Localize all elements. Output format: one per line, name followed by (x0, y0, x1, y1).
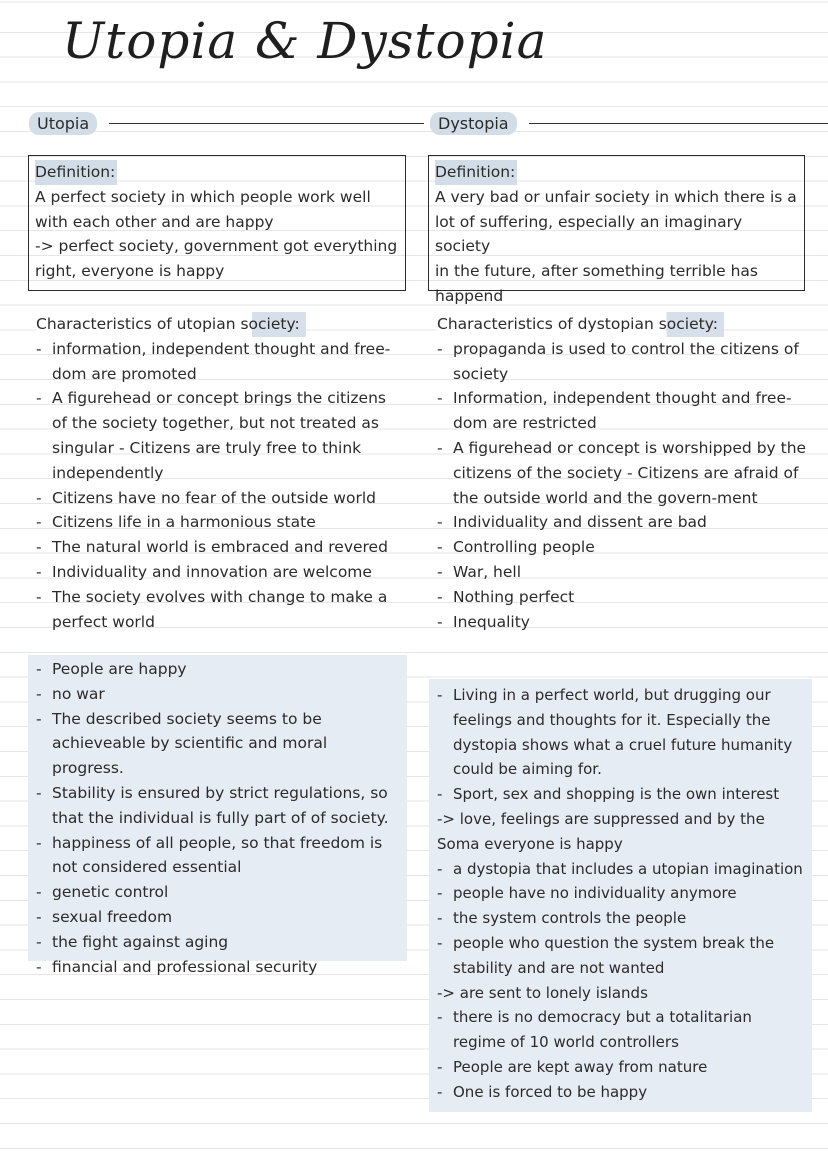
dystopia-definition-line: A very bad or unfair society in which there is a (435, 187, 797, 206)
utopia-characteristic-item: - The society evolves with change to make a perfect world (36, 585, 398, 635)
dystopia-characteristic-item: - Individuality and dissent are bad (437, 510, 809, 535)
utopia-characteristic-item: - Citizens have no fear of the outside world (36, 486, 398, 511)
utopia-characteristic-item: - A figurehead or concept brings the citizens of the society together, but not treated as singular - Citizens are truly free to think independently (36, 386, 398, 485)
dystopia-note-item: - a dystopia that includes a utopian imagination (437, 857, 808, 882)
dystopia-definition-label: Definition: (435, 160, 517, 185)
dystopia-characteristic-item: - A figurehead or concept is worshipped by the citizens of the society - Citizens are afraid of the outside world and the govern-ment (437, 436, 809, 510)
dystopia-note-item: - people have no individuality anymore (437, 881, 808, 906)
dystopia-definition-line: in the future, after something terrible has (435, 262, 759, 281)
utopia-definition-box (28, 155, 406, 291)
dystopia-note-item: - the system controls the people (437, 906, 808, 931)
dystopia-note-item: - One is forced to be happy (437, 1080, 808, 1105)
dystopia-definition-line: happend (435, 286, 504, 305)
utopia-note-item: - Stability is ensured by strict regulations, so that the individual is fully part of of society. (36, 781, 401, 831)
dystopia-characteristics-title: Characteristics of dystopian society: (437, 312, 724, 337)
utopia-characteristic-item: - Individuality and innovation are welcome (36, 560, 398, 585)
utopia-note-item: - The described society seems to be achieveable by scientific and moral progress. (36, 707, 401, 781)
dystopia-characteristics (437, 312, 809, 634)
utopia-characteristics-title: Characteristics of utopian society: (36, 312, 306, 337)
dystopia-notes (429, 679, 812, 1112)
utopia-note-item: - no war (36, 682, 401, 707)
dystopia-note-item: - People are kept away from nature (437, 1055, 808, 1080)
utopia-note-item: - the fight against aging (36, 930, 401, 955)
utopia-definition-label: Definition: (35, 160, 117, 185)
utopia-note-item: - People are happy (36, 657, 401, 682)
dystopia-note-item: -> love, feelings are suppressed and by the Soma everyone is happy (437, 809, 765, 853)
dystopia-definition-line: lot of suffering, especially an imaginary society (435, 212, 743, 256)
utopia-characteristic-item: - Citizens life in a harmonious state (36, 510, 398, 535)
dystopia-note-item: - Sport, sex and shopping is the own interest (437, 782, 808, 807)
page-title: Utopia & Dystopia (62, 12, 548, 70)
utopia-definition-line: with each other and are happy (35, 212, 274, 231)
utopia-characteristic-item: - information, independent thought and free-dom are promoted (36, 337, 398, 387)
dystopia-note-item: -> are sent to lonely islands (437, 983, 648, 1002)
dystopia-note-item: - people who question the system break the stability and are not wanted (437, 931, 808, 981)
utopia-definition-line: -> perfect society, government got everything (35, 237, 398, 256)
utopia-definition-line: A perfect society in which people work well (35, 187, 371, 206)
utopia-definition-line: right, everyone is happy (35, 262, 225, 281)
dystopia-characteristic-item: - Nothing perfect (437, 585, 809, 610)
utopia-note-item: - genetic control (36, 880, 401, 905)
dystopia-note-item: - there is no democracy but a totalitarian regime of 10 world controllers (437, 1005, 808, 1055)
dystopia-characteristic-item: - Information, independent thought and free-dom are restricted (437, 386, 809, 436)
utopia-characteristic-item: - The natural world is embraced and revered (36, 535, 398, 560)
utopia-header-rule (109, 123, 424, 125)
dystopia-characteristic-item: - Controlling people (437, 535, 809, 560)
dystopia-note-item: - Living in a perfect world, but drugging our feelings and thoughts for it. Especially the dystopia shows what a cruel future humanity could be aiming for. (437, 683, 808, 782)
dystopia-characteristic-item: - Inequality (437, 610, 809, 635)
utopia-header-label: Utopia (29, 112, 97, 135)
utopia-notes (28, 655, 407, 976)
utopia-note-item: - sexual freedom (36, 905, 401, 930)
utopia-note-item: - happiness of all people, so that freedom is not considered essential (36, 831, 401, 881)
dystopia-characteristic-item: - propaganda is used to control the citizens of society (437, 337, 809, 387)
utopia-header (29, 112, 424, 135)
dystopia-header-label: Dystopia (430, 112, 517, 135)
dystopia-header (430, 112, 828, 135)
dystopia-characteristic-item: - War, hell (437, 560, 809, 585)
utopia-note-item: - financial and professional security (36, 955, 401, 980)
dystopia-definition-box (428, 155, 805, 305)
dystopia-header-rule (529, 123, 828, 125)
utopia-characteristics (36, 312, 398, 634)
